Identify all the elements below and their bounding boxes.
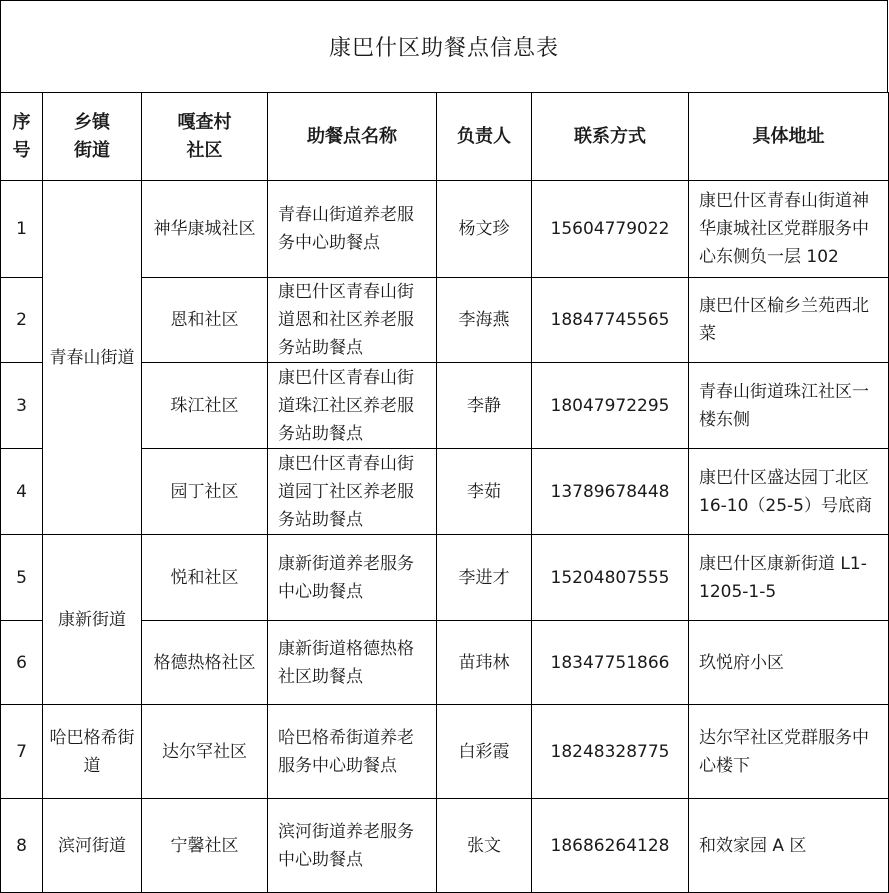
- cell-no: 7: [1, 705, 43, 799]
- header-address: 具体地址: [689, 93, 889, 181]
- cell-address: 康巴什区盛达园丁北区 16-10（25-5）号底商: [689, 449, 889, 535]
- cell-site-name: 康巴什区青春山街道园丁社区养老服务站助餐点: [268, 449, 437, 535]
- cell-community: 悦和社区: [142, 535, 268, 621]
- cell-phone: 18686264128: [532, 799, 689, 893]
- cell-phone: 15604779022: [532, 181, 689, 278]
- cell-no: 5: [1, 535, 43, 621]
- cell-address: 康巴什区康新街道 L1-1205-1-5: [689, 535, 889, 621]
- cell-address: 和效家园 A 区: [689, 799, 889, 893]
- header-village: [142, 93, 268, 181]
- cell-town-group: 康新街道: [43, 535, 142, 705]
- cell-community: 达尔罕社区: [142, 705, 268, 799]
- cell-community: 园丁社区: [142, 449, 268, 535]
- cell-no: 4: [1, 449, 43, 535]
- cell-no: 3: [1, 363, 43, 449]
- table-row: [1, 799, 889, 893]
- table-row: [1, 535, 889, 621]
- cell-town-group: 哈巴格希街道: [43, 705, 142, 799]
- cell-site-name: 滨河街道养老服务中心助餐点: [268, 799, 437, 893]
- cell-address: 达尔罕社区党群服务中心楼下: [689, 705, 889, 799]
- header-town-line2: 街道: [74, 139, 110, 161]
- cell-address: 玖悦府小区: [689, 621, 889, 705]
- cell-person: 苗玮林: [437, 621, 532, 705]
- cell-person: 张文: [437, 799, 532, 893]
- cell-person: 李茹: [437, 449, 532, 535]
- cell-town-group: 滨河街道: [43, 799, 142, 893]
- cell-address: 青春山街道珠江社区一楼东侧: [689, 363, 889, 449]
- header-town-line1: 乡镇: [74, 111, 110, 133]
- header-village-line2: 社区: [186, 139, 223, 161]
- cell-no: 1: [1, 181, 43, 278]
- table-row: [1, 705, 889, 799]
- cell-phone: 15204807555: [532, 535, 689, 621]
- table-title: 康巴什区助餐点信息表: [0, 0, 888, 92]
- cell-site-name: 青春山街道养老服务中心助餐点: [268, 181, 437, 278]
- cell-community: 宁馨社区: [142, 799, 268, 893]
- cell-person: 李海燕: [437, 278, 532, 363]
- header-row: [1, 93, 889, 181]
- cell-person: 白彩霞: [437, 705, 532, 799]
- table-row: [1, 181, 889, 278]
- cell-site-name: 康新街道养老服务中心助餐点: [268, 535, 437, 621]
- cell-community: 神华康城社区: [142, 181, 268, 278]
- cell-site-name: 哈巴格希街道养老服务中心助餐点: [268, 705, 437, 799]
- header-seq-line2: 号: [12, 139, 31, 161]
- cell-person: 杨文珍: [437, 181, 532, 278]
- cell-address: 康巴什区榆乡兰苑西北菜: [689, 278, 889, 363]
- cell-phone: 18847745565: [532, 278, 689, 363]
- cell-person: 李进才: [437, 535, 532, 621]
- cell-community: 珠江社区: [142, 363, 268, 449]
- cell-site-name: 康新街道格德热格社区助餐点: [268, 621, 437, 705]
- cell-no: 8: [1, 799, 43, 893]
- cell-phone: 18047972295: [532, 363, 689, 449]
- cell-site-name: 康巴什区青春山街道珠江社区养老服务站助餐点: [268, 363, 437, 449]
- cell-site-name: 康巴什区青春山街道恩和社区养老服务站助餐点: [268, 278, 437, 363]
- header-seq: [1, 93, 43, 181]
- cell-phone: 13789678448: [532, 449, 689, 535]
- header-village-line1: 嘎查村: [177, 111, 232, 133]
- cell-no: 6: [1, 621, 43, 705]
- cell-no: 2: [1, 278, 43, 363]
- header-seq-line1: 序: [12, 111, 31, 133]
- cell-community: 格德热格社区: [142, 621, 268, 705]
- header-contact: 联系方式: [532, 93, 689, 181]
- header-name: 助餐点名称: [268, 93, 437, 181]
- cell-person: 李静: [437, 363, 532, 449]
- cell-phone: 18347751866: [532, 621, 689, 705]
- cell-community: 恩和社区: [142, 278, 268, 363]
- header-town: [43, 93, 142, 181]
- cell-address: 康巴什区青春山街道神华康城社区党群服务中心东侧负一层 102: [689, 181, 889, 278]
- cell-phone: 18248328775: [532, 705, 689, 799]
- cell-town-group: 青春山街道: [43, 181, 142, 535]
- header-person: 负责人: [437, 93, 532, 181]
- info-table: [0, 92, 889, 893]
